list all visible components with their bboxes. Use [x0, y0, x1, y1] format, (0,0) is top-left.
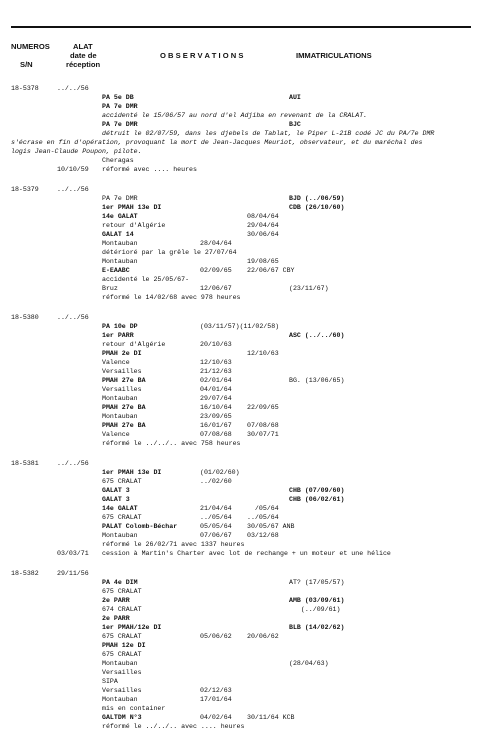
table-row	[0, 722, 495, 731]
observation-text: SIPA	[102, 678, 118, 685]
table-row	[0, 129, 495, 138]
registration: BLB (14/02/62)	[289, 624, 345, 631]
serial-number: 18-5379	[11, 186, 39, 193]
observation-text: Versailles	[102, 687, 142, 694]
date-to: 29/04/64	[247, 222, 279, 229]
observation-text: réformé avec .... heures	[102, 166, 197, 173]
table-row	[0, 412, 495, 421]
date-from: 16/10/64	[200, 404, 232, 411]
reception-date: ../../56	[57, 85, 89, 92]
table-row	[0, 504, 495, 513]
observation-text: cession à Martin's Charter avec lot de rechange + un moteur et une hélice	[102, 550, 391, 557]
table-row	[0, 394, 495, 403]
table-row	[0, 686, 495, 695]
date-from: 21/12/63	[200, 368, 232, 375]
table-row	[0, 340, 495, 349]
table-row	[0, 596, 495, 605]
registration: CHB (07/09/60)	[289, 487, 345, 494]
table-row	[0, 486, 495, 495]
observation-text: 1er PMAH 13e DI	[102, 469, 162, 476]
registration: ASC (../../60)	[289, 332, 345, 339]
aircraft-header-row	[0, 459, 495, 468]
table-row	[0, 614, 495, 623]
date-from: 12/06/67	[200, 285, 232, 292]
observation-text: 675 CRALAT	[102, 633, 142, 640]
observation-text: PA 5e DB	[102, 94, 134, 101]
table-row	[0, 430, 495, 439]
date-from: 12/10/63	[200, 359, 232, 366]
registration: BJC	[289, 121, 301, 128]
table-row	[0, 156, 495, 165]
observation-text: Montauban	[102, 240, 138, 247]
table-row	[0, 668, 495, 677]
header-observations: O B S E R V A T I O N S	[160, 51, 244, 60]
date-from: 21/04/64	[200, 505, 232, 512]
observation-text: 675 CRALAT	[102, 588, 142, 595]
date-from: 07/08/68	[200, 431, 232, 438]
observation-text: réformé le 14/02/68 avec 978 heures	[102, 294, 241, 301]
registration: CDB (26/10/60)	[289, 204, 345, 211]
table-row	[0, 120, 495, 129]
table-row	[0, 376, 495, 385]
reception-date: ../../56	[57, 460, 89, 467]
table-row	[0, 421, 495, 430]
table-row	[0, 239, 495, 248]
table-row	[0, 111, 495, 120]
table-row	[0, 704, 495, 713]
date-from: 02/01/64	[200, 377, 232, 384]
table-row	[0, 578, 495, 587]
table-row	[0, 293, 495, 302]
observation-text: PMAH 27e BA	[102, 377, 146, 384]
observation-text: 14e GALAT	[102, 213, 138, 220]
registration: CHB (06/02/61)	[289, 496, 345, 503]
registration: BG. (13/06/65)	[289, 377, 345, 384]
date-from: (01/02/60)	[200, 469, 240, 476]
table-row	[0, 284, 495, 293]
table-row	[0, 403, 495, 412]
date-from: ../02/60	[200, 478, 232, 485]
date-from: 04/02/64	[200, 714, 232, 721]
observation-text: Montauban	[102, 413, 138, 420]
observation-text: PALAT Colomb-Béchar	[102, 523, 178, 530]
table-row	[0, 549, 495, 558]
date-to: 08/04/64	[247, 213, 279, 220]
observation-text: 1er PMAH/12e DI	[102, 624, 162, 631]
date-from: 02/12/63	[200, 687, 232, 694]
table-row	[0, 713, 495, 722]
observation-text: détruit le 02/07/59, dans les djebels de Tablat, le Piper L-21B codé JC du PA/7e DMR	[102, 130, 435, 137]
observation-text: accidenté le 25/05/67-	[102, 276, 190, 283]
table-row	[0, 677, 495, 686]
date-to: 30/05/67 ANB	[247, 523, 295, 530]
observation-text: Montauban	[102, 395, 138, 402]
table-row	[0, 230, 495, 239]
header-alat: ALAT	[73, 42, 93, 51]
observation-text: Versailles	[102, 368, 142, 375]
date-to: ../05/64	[247, 514, 279, 521]
date-to: 30/07/71	[247, 431, 279, 438]
observation-text: mis en container	[102, 705, 166, 712]
observation-text: PMAH 27e BA	[102, 404, 146, 411]
table-row	[0, 165, 495, 174]
observation-text: Montauban	[102, 660, 138, 667]
date-from: 16/01/67	[200, 422, 232, 429]
date-to: 19/08/65	[247, 258, 279, 265]
observation-text: Versailles	[102, 386, 142, 393]
table-row	[0, 266, 495, 275]
observation-text: Montauban	[102, 696, 138, 703]
observation-text: Montauban	[102, 258, 138, 265]
date-from: 20/10/63	[200, 341, 232, 348]
observation-text: PMAH 2e DI	[102, 350, 142, 357]
date-to: 22/09/65	[247, 404, 279, 411]
table-row	[0, 650, 495, 659]
table-row	[0, 632, 495, 641]
table-row	[0, 623, 495, 632]
reception-date: ../../56	[57, 186, 89, 193]
registration: AT? (17/05/57)	[289, 579, 345, 586]
observation-text: 674 CRALAT	[102, 606, 142, 613]
table-row	[0, 659, 495, 668]
date-from: 02/09/65	[200, 267, 232, 274]
table-row	[0, 248, 495, 257]
reception-date: 10/10/59	[57, 166, 89, 173]
registration: BJD (../06/59)	[289, 195, 345, 202]
table-row	[0, 605, 495, 614]
serial-number: 18-5382	[11, 570, 39, 577]
date-from: 05/06/62	[200, 633, 232, 640]
observation-text: PA 7e DMR	[102, 103, 138, 110]
observation-text: Cheragas	[102, 157, 134, 164]
observation-text: Bruz	[102, 285, 118, 292]
observation-text: réformé le ../../.. avec .... heures	[102, 723, 245, 730]
table-row	[0, 495, 495, 504]
date-to: 20/06/62	[247, 633, 279, 640]
table-row	[0, 522, 495, 531]
observation-text: GALAT 3	[102, 496, 130, 503]
observation-text: 675 CRALAT	[102, 514, 142, 521]
observation-text: réformé le ../../.. avec 758 heures	[102, 440, 241, 447]
table-row	[0, 203, 495, 212]
table-row	[0, 385, 495, 394]
observation-text: 1er PARR	[102, 332, 134, 339]
date-from: 29/07/64	[200, 395, 232, 402]
observation-text: PMAH 27e BA	[102, 422, 146, 429]
reception-date: 03/03/71	[57, 550, 89, 557]
table-row	[0, 540, 495, 549]
date-from: ../05/64	[200, 514, 232, 521]
observation-text: PA 7e DMR	[102, 121, 138, 128]
table-row	[0, 641, 495, 650]
observation-text: 1er PMAH 13e DI	[102, 204, 162, 211]
table-row	[0, 138, 495, 147]
table-row	[0, 468, 495, 477]
date-from: 04/01/64	[200, 386, 232, 393]
table-row	[0, 358, 495, 367]
observation-text: retour d'Algérie	[102, 341, 166, 348]
date-from: (03/11/57)(11/02/58)	[200, 323, 280, 330]
table-row	[0, 275, 495, 284]
aircraft-header-row	[0, 569, 495, 578]
table-row	[0, 212, 495, 221]
date-from: 05/05/64	[200, 523, 232, 530]
table-row	[0, 221, 495, 230]
aircraft-header-row	[0, 84, 495, 93]
registration: AUI	[289, 94, 301, 101]
date-to: 30/11/64 KCB	[247, 714, 295, 721]
date-to: 07/08/68	[247, 422, 279, 429]
date-from: 17/01/64	[200, 696, 232, 703]
registration: (23/11/67)	[289, 285, 329, 292]
table-row	[0, 349, 495, 358]
observation-text: Versailles	[102, 669, 142, 676]
serial-number: 18-5380	[11, 314, 39, 321]
header-immatriculations: IMMATRICULATIONS	[296, 51, 372, 60]
table-row	[0, 367, 495, 376]
observation-text: GALTDM N°3	[102, 714, 142, 721]
observation-text: réformé le 26/02/71 avec 1337 heures	[102, 541, 245, 548]
date-from: 23/09/65	[200, 413, 232, 420]
top-rule	[11, 26, 471, 28]
table-row	[0, 477, 495, 486]
observation-text: Valence	[102, 359, 130, 366]
observation-text: s'écrase en fin d'opération, provoquant la mort de Jean-Jacques Meuriot, observateur, et du maréchal des	[11, 139, 423, 146]
observation-text: 14e GALAT	[102, 505, 138, 512]
observation-text: E-EAABC	[102, 267, 130, 274]
observation-text: Valence	[102, 431, 130, 438]
header-numeros: NUMEROS	[11, 42, 50, 51]
header-reception: réception	[66, 60, 101, 69]
observation-text: PA 4e DIM	[102, 579, 138, 586]
date-to: 03/12/68	[247, 532, 279, 539]
table-row	[0, 531, 495, 540]
observation-text: GALAT 3	[102, 487, 130, 494]
date-from: 28/04/64	[200, 240, 232, 247]
observation-text: accidenté le 15/06/57 au nord d'el Adjiba en revenant de la CRALAT.	[102, 112, 368, 119]
aircraft-header-row	[0, 313, 495, 322]
header-date: date de	[70, 51, 97, 60]
table-row	[0, 257, 495, 266]
observation-text: 675 CRALAT	[102, 478, 142, 485]
serial-number: 18-5381	[11, 460, 39, 467]
observation-text: 2e PARR	[102, 615, 130, 622]
registration: AMB (03/09/61)	[289, 597, 345, 604]
observation-text: PA 7e DMR	[102, 195, 138, 202]
observation-text: 2e PARR	[102, 597, 130, 604]
reception-date: 29/11/56	[57, 570, 89, 577]
serial-number: 18-5378	[11, 85, 39, 92]
table-row	[0, 322, 495, 331]
header-sn: S/N	[20, 60, 33, 69]
table-row	[0, 93, 495, 102]
registration: (../09/61)	[289, 606, 341, 613]
date-to: 30/06/64	[247, 231, 279, 238]
observation-text: PMAH 12e DI	[102, 642, 146, 649]
date-to: 22/06/67 CBY	[247, 267, 295, 274]
table-row	[0, 102, 495, 111]
date-to: /05/64	[247, 505, 279, 512]
observation-text: retour d'Algérie	[102, 222, 166, 229]
observation-text: détérioré par la grêle le 27/07/64	[102, 249, 237, 256]
table-row	[0, 147, 495, 156]
observation-text: 675 CRALAT	[102, 651, 142, 658]
registration: (28/04/63)	[289, 660, 329, 667]
table-row	[0, 194, 495, 203]
date-from: 07/06/67	[200, 532, 232, 539]
table-row	[0, 587, 495, 596]
table-row	[0, 439, 495, 448]
observation-text: Montauban	[102, 532, 138, 539]
aircraft-header-row	[0, 185, 495, 194]
date-to: 12/10/63	[247, 350, 279, 357]
table-row	[0, 331, 495, 340]
table-row	[0, 513, 495, 522]
observation-text: GALAT 14	[102, 231, 134, 238]
observation-text: logis Jean-Claude Poupon, pilote.	[11, 148, 142, 155]
reception-date: ../../56	[57, 314, 89, 321]
observation-text: PA 10e DP	[102, 323, 138, 330]
